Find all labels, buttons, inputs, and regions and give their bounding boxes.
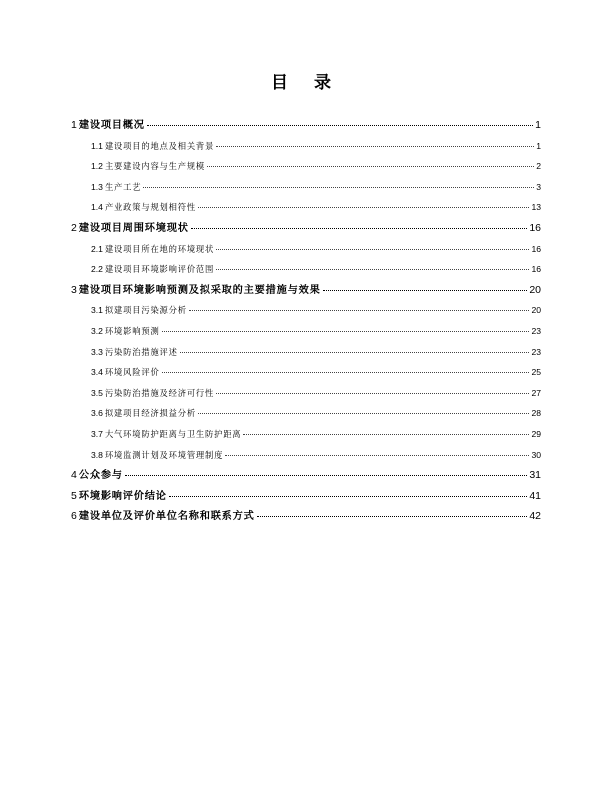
toc-entry-number: 2 <box>71 221 77 234</box>
toc-entry-page-number: 41 <box>529 489 541 502</box>
toc-section-entry[interactable] <box>71 259 541 280</box>
toc-entry-page-number: 25 <box>531 367 541 378</box>
toc-entry-number: 3.3 <box>91 346 103 357</box>
toc-chapter-entry[interactable] <box>71 486 541 507</box>
toc-entry-number: 1 <box>71 119 77 131</box>
toc-entry-page-number: 27 <box>531 387 541 398</box>
toc-entry-page-number: 42 <box>529 510 541 523</box>
toc-dot-leader <box>198 207 530 208</box>
toc-entry-page-number: 13 <box>531 202 541 213</box>
toc-entry-page-number: 3 <box>536 181 541 192</box>
toc-dot-leader <box>180 352 530 353</box>
toc-entry-title: 环境影响评价结论 <box>78 490 167 502</box>
toc-entry-number: 3.4 <box>91 367 103 378</box>
toc-entry-page-number: 31 <box>529 469 541 482</box>
toc-dot-leader <box>225 455 529 456</box>
toc-section-entry[interactable] <box>71 239 541 260</box>
toc-entry-title: 建设项目的地点及相关背景 <box>104 140 215 151</box>
table-of-contents <box>71 115 541 527</box>
toc-section-entry[interactable] <box>71 177 541 198</box>
toc-dot-leader <box>162 331 530 332</box>
toc-section-entry[interactable] <box>71 321 541 342</box>
toc-dot-leader <box>198 413 530 414</box>
toc-section-entry[interactable] <box>71 383 541 404</box>
toc-entry-number: 3.5 <box>91 387 103 398</box>
toc-entry-title: 建设项目环境影响预测及拟采取的主要措施与效果 <box>78 284 321 296</box>
toc-chapter-entry[interactable] <box>71 218 541 239</box>
toc-dot-leader <box>147 125 533 126</box>
toc-dot-leader <box>143 187 534 188</box>
toc-section-entry[interactable] <box>71 403 541 424</box>
toc-entry-number: 2.1 <box>91 243 103 254</box>
toc-entry-number: 1.1 <box>91 140 103 151</box>
toc-entry-number: 3.7 <box>91 428 103 439</box>
toc-entry-page-number: 16 <box>531 264 541 275</box>
toc-entry-page-number: 1 <box>536 140 541 151</box>
toc-entry-number: 3.6 <box>91 408 103 419</box>
toc-section-entry[interactable] <box>71 445 541 466</box>
toc-entry-number: 2.2 <box>91 264 103 275</box>
toc-section-entry[interactable] <box>71 362 541 383</box>
toc-entry-title: 环境监测计划及环境管理制度 <box>104 449 224 460</box>
toc-entry-number: 3.2 <box>91 325 103 336</box>
toc-dot-leader <box>216 393 529 394</box>
toc-entry-number: 5 <box>71 489 77 502</box>
toc-entry-title: 污染防治措施评述 <box>104 346 178 357</box>
toc-chapter-entry[interactable] <box>71 115 541 136</box>
toc-dot-leader <box>189 310 530 311</box>
toc-chapter-entry[interactable] <box>71 465 541 486</box>
toc-entry-page-number: 23 <box>531 325 541 336</box>
toc-entry-page-number: 20 <box>531 305 541 316</box>
toc-section-entry[interactable] <box>71 156 541 177</box>
toc-entry-page-number: 30 <box>531 449 541 460</box>
toc-entry-title: 污染防治措施及经济可行性 <box>104 387 215 398</box>
toc-entry-number: 1.2 <box>91 161 103 172</box>
toc-entry-title: 建设单位及评价单位名称和联系方式 <box>78 511 255 523</box>
toc-chapter-entry[interactable] <box>71 280 541 301</box>
toc-section-entry[interactable] <box>71 136 541 157</box>
toc-entry-number: 4 <box>71 469 77 482</box>
toc-entry-page-number: 29 <box>531 428 541 439</box>
toc-dot-leader <box>216 269 529 270</box>
toc-dot-leader <box>162 372 530 373</box>
toc-dot-leader <box>323 290 528 291</box>
toc-entry-title: 环境影响预测 <box>104 325 160 336</box>
toc-entry-page-number: 1 <box>535 119 541 131</box>
toc-entry-title: 拟建项目经济损益分析 <box>104 408 196 419</box>
toc-entry-title: 产业政策与规划相符性 <box>104 202 196 213</box>
toc-dot-leader <box>257 516 528 517</box>
toc-entry-page-number: 16 <box>529 221 541 234</box>
toc-section-entry[interactable] <box>71 342 541 363</box>
toc-entry-title: 建设项目周围环境现状 <box>78 222 189 234</box>
toc-dot-leader <box>191 228 528 229</box>
toc-dot-leader <box>169 496 528 497</box>
toc-chapter-entry[interactable] <box>71 506 541 527</box>
toc-title: 目 录 <box>271 73 341 93</box>
toc-entry-page-number: 16 <box>531 243 541 254</box>
toc-entry-title: 主要建设内容与生产规模 <box>104 161 206 172</box>
toc-entry-number: 6 <box>71 510 77 523</box>
toc-entry-number: 1.4 <box>91 202 103 213</box>
toc-entry-title: 生产工艺 <box>104 181 142 192</box>
toc-entry-title: 公众参与 <box>78 470 123 482</box>
toc-dot-leader <box>216 146 534 147</box>
toc-dot-leader <box>216 249 529 250</box>
toc-section-entry[interactable] <box>71 197 541 218</box>
toc-entry-page-number: 2 <box>536 161 541 172</box>
toc-entry-number: 1.3 <box>91 181 103 192</box>
toc-entry-title: 建设项目所在地的环境现状 <box>104 243 215 254</box>
toc-entry-number: 3.1 <box>91 305 103 316</box>
toc-entry-title: 建设项目概况 <box>78 120 145 131</box>
toc-entry-page-number: 28 <box>531 408 541 419</box>
toc-entry-title: 大气环境防护距离与卫生防护距离 <box>104 428 242 439</box>
toc-dot-leader <box>207 166 534 167</box>
toc-entry-title: 建设项目环境影响评价范围 <box>104 264 215 275</box>
toc-entry-number: 3.8 <box>91 449 103 460</box>
toc-section-entry[interactable] <box>71 300 541 321</box>
toc-section-entry[interactable] <box>71 424 541 445</box>
toc-entry-page-number: 20 <box>529 283 541 296</box>
toc-entry-title: 环境风险评价 <box>104 367 160 378</box>
toc-entry-number: 3 <box>71 283 77 296</box>
toc-dot-leader <box>243 434 529 435</box>
toc-entry-title: 拟建项目污染源分析 <box>104 305 187 316</box>
toc-dot-leader <box>125 475 528 476</box>
toc-entry-page-number: 23 <box>531 346 541 357</box>
